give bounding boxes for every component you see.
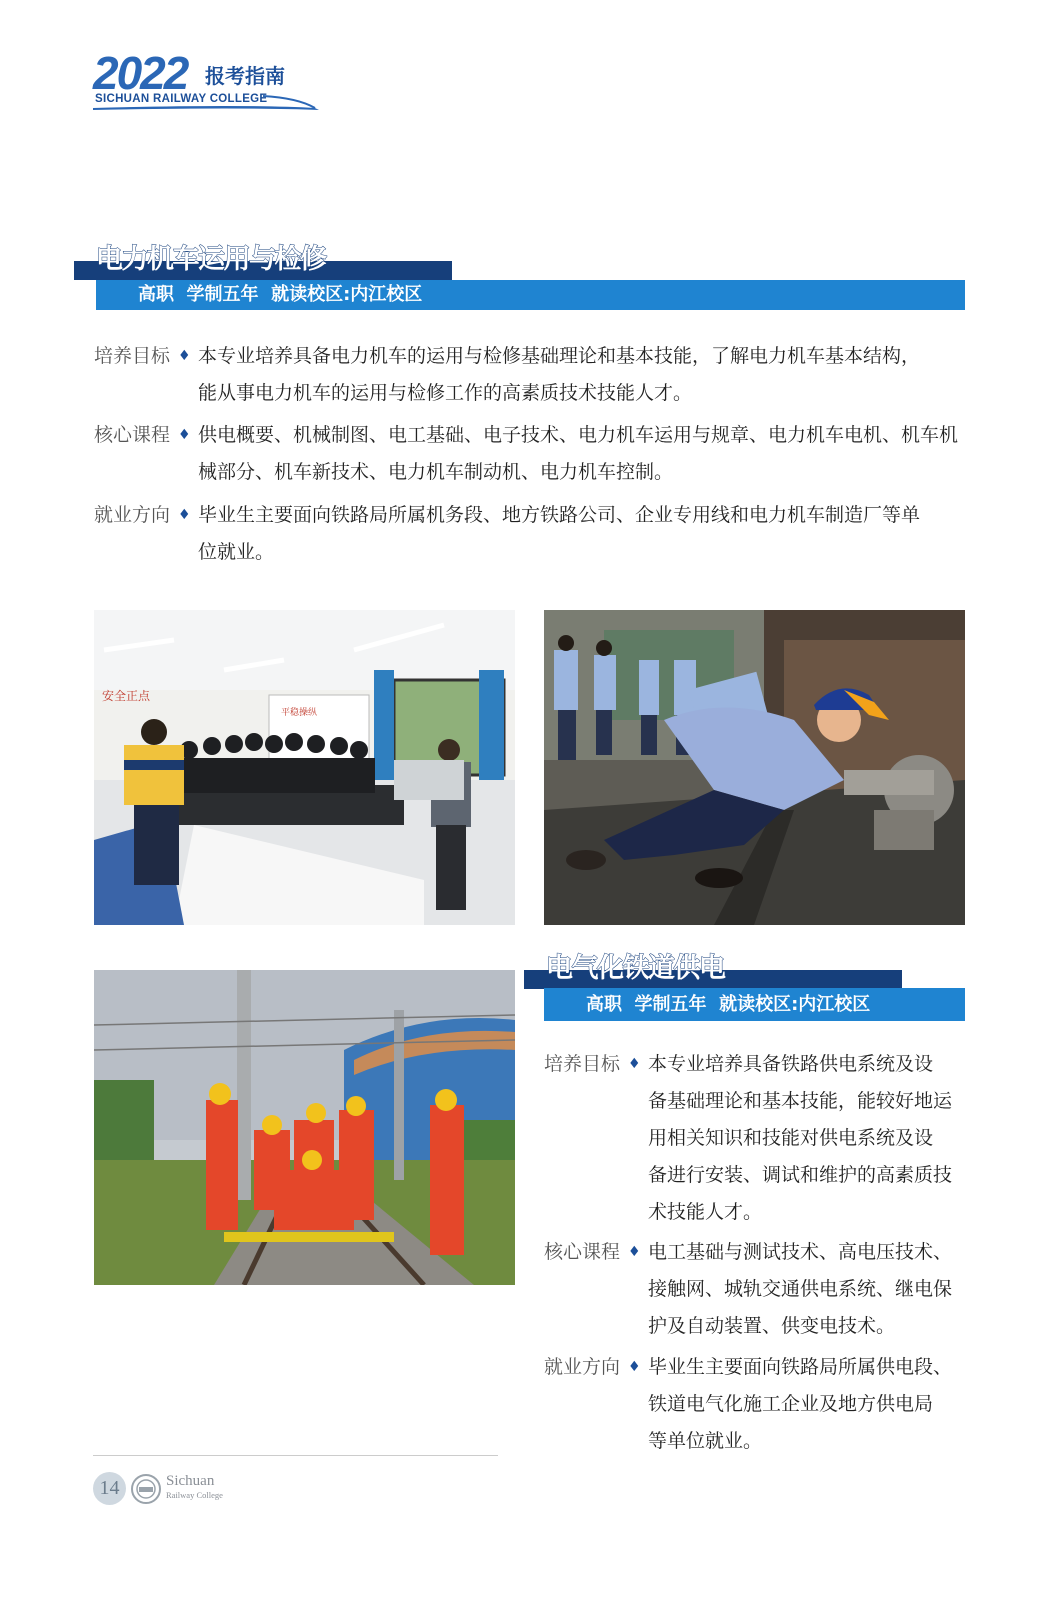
row-text-line: 等单位就业。 [648, 1430, 763, 1452]
safety-sign-right: 平稳操纵 [281, 708, 318, 718]
section2-subtitle-bar [544, 988, 965, 1021]
row-text-line: 备基础理论和基本技能，能较好地运 [648, 1090, 953, 1112]
safety-sign-left: 安全正点 [102, 689, 151, 703]
row-text-line: 备进行安装、调试和维护的高素质技 [648, 1164, 953, 1186]
footer-college-name-sub: Railway College [166, 1490, 223, 1500]
row-label: 核心课程 [94, 424, 171, 446]
page-number: 14 [93, 1472, 126, 1505]
footer-divider [93, 1455, 498, 1456]
row-label: 就业方向 [544, 1356, 621, 1378]
row-text-line: 械部分、机车新技术、电力机车制动机、电力机车控制。 [198, 461, 674, 483]
row-text-line: 能从事电力机车的运用与检修工作的高素质技术技能人才。 [198, 382, 693, 404]
footer-college-name: Sichuan [166, 1473, 215, 1489]
row-text-line: 接触网、城轨交通供电系统、继电保 [648, 1278, 953, 1300]
section2-subtitle: 高职 学制五年 就读校区:内江校区 [586, 994, 871, 1015]
row-label: 核心课程 [544, 1241, 621, 1263]
row-text-line: 术技能人才。 [648, 1201, 763, 1223]
logo-year: 2022 [93, 47, 188, 99]
section1-subtitle-bar [96, 280, 965, 310]
row-text-line: 护及自动装置、供变电技术。 [648, 1315, 896, 1337]
college-logo [93, 47, 323, 114]
section1-title: 电力机车运用与检修 [96, 244, 326, 275]
row-text-line: 毕业生主要面向铁路局所属供电段、 [648, 1356, 953, 1378]
diamond-bullet-icon: ♦ [178, 507, 191, 523]
diamond-bullet-icon: ♦ [628, 1056, 641, 1072]
overhead-line-team-photo [94, 970, 515, 1285]
row-label: 培养目标 [94, 345, 171, 367]
row-text-line: 毕业生主要面向铁路局所属机务段、地方铁路公司、企业专用线和电力机车制造厂等单 [198, 504, 921, 526]
classroom-photo [94, 610, 515, 925]
row-text-line: 本专业培养具备电力机车的运用与检修基础理论和基本技能，了解电力机车基本结构， [198, 345, 921, 367]
row-text-line: 位就业。 [198, 541, 275, 563]
diamond-bullet-icon: ♦ [178, 427, 191, 443]
row-label: 就业方向 [94, 504, 171, 526]
row-text-line: 供电概要、机械制图、电工基础、电子技术、电力机车运用与规章、电力机车电机、机车机 [198, 424, 959, 446]
logo-subtitle: SICHUAN RAILWAY COLLEGE [95, 93, 268, 105]
diamond-bullet-icon: ♦ [628, 1244, 641, 1260]
section2-title: 电气化铁道供电 [546, 953, 725, 984]
college-emblem-icon [130, 1473, 162, 1505]
row-text-line: 本专业培养具备铁路供电系统及设 [648, 1053, 934, 1075]
row-text-line: 电工基础与测试技术、高电压技术、 [648, 1241, 953, 1263]
diamond-bullet-icon: ♦ [628, 1359, 641, 1375]
row-text-line: 用相关知识和技能对供电系统及设 [648, 1127, 934, 1149]
diamond-bullet-icon: ♦ [178, 348, 191, 364]
row-label: 培养目标 [544, 1053, 621, 1075]
row-text-line: 铁道电气化施工企业及地方供电局 [648, 1393, 934, 1415]
logo-title: 报考指南 [205, 64, 285, 88]
locomotive-inspection-photo [544, 610, 965, 925]
section1-subtitle: 高职 学制五年 就读校区:内江校区 [138, 284, 423, 305]
